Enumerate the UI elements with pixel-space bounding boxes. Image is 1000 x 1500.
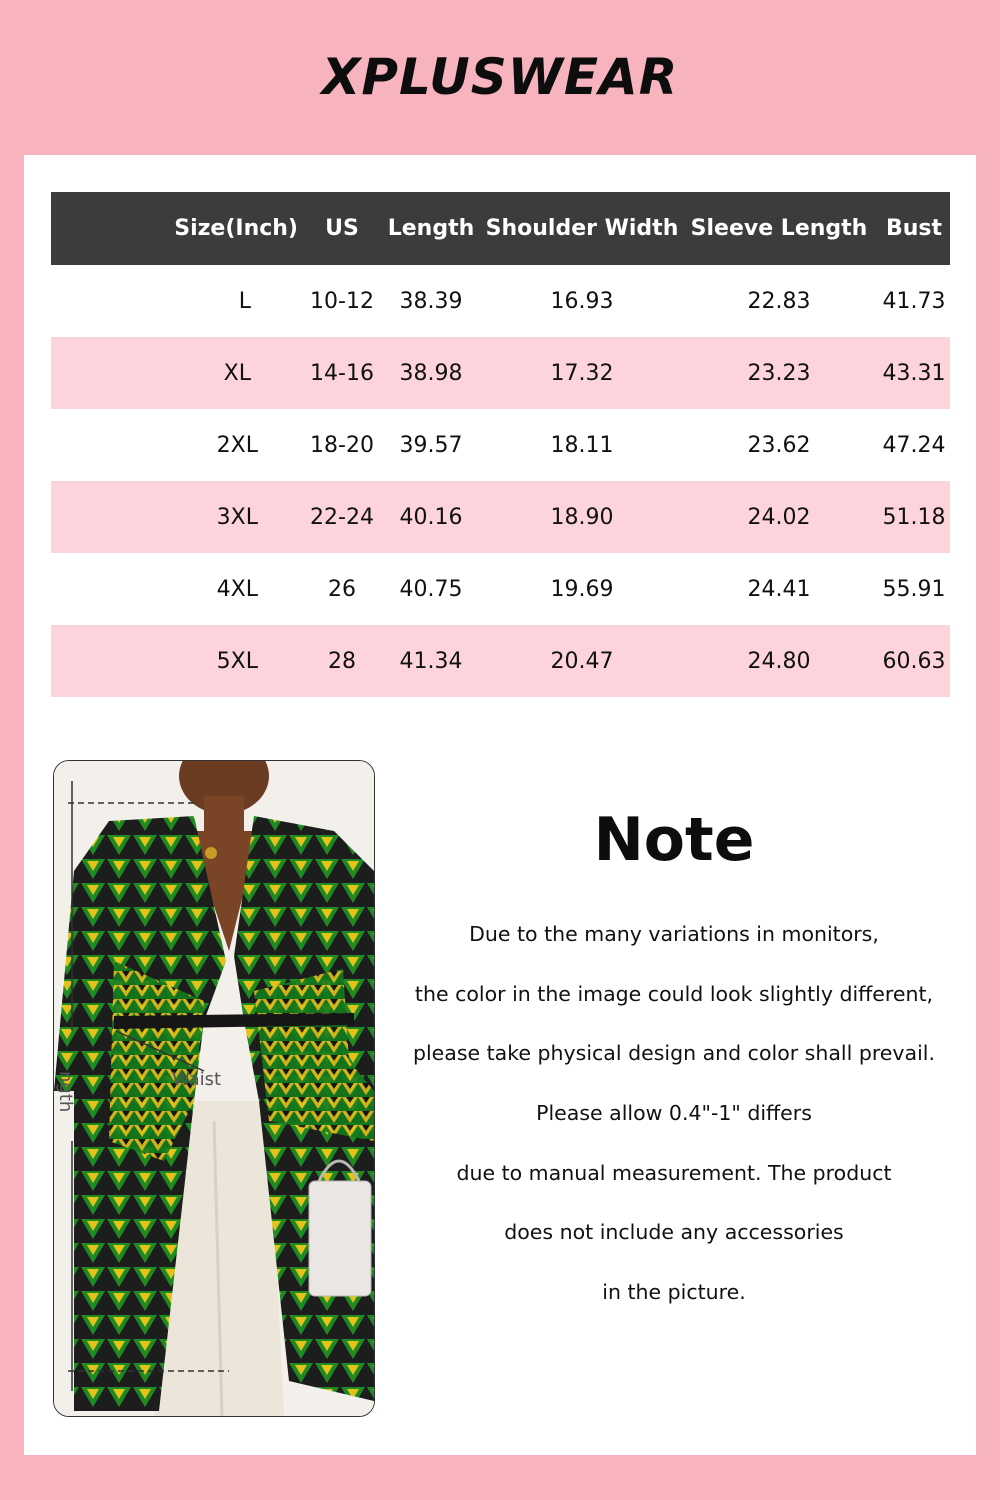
note-line: the color in the image could look slightly different, bbox=[414, 981, 934, 1006]
cell-us: 10-12 bbox=[310, 288, 374, 314]
note-body bbox=[394, 917, 954, 1335]
cell-us: 28 bbox=[306, 625, 378, 697]
waist-label: Waist bbox=[172, 1069, 222, 1090]
header-bust: Bust bbox=[878, 192, 950, 265]
cell-us: 18-20 bbox=[310, 432, 374, 458]
cell-shoulder-width: 18.90 bbox=[484, 481, 680, 553]
product-photo bbox=[53, 760, 375, 1417]
length-label: ngth bbox=[55, 1071, 76, 1113]
header-size: Size(Inch) bbox=[51, 192, 306, 265]
cell-length: 39.57 bbox=[399, 432, 463, 458]
table-header-row bbox=[51, 192, 950, 265]
note-line: please take physical design and color shall prevail. bbox=[412, 1041, 936, 1066]
note-line: in the picture. bbox=[602, 1280, 746, 1305]
note-line: Please allow 0.4"-1" differs bbox=[536, 1101, 812, 1126]
cell-bust: 47.24 bbox=[882, 432, 946, 458]
header-sleeve-length: Sleeve Length bbox=[680, 192, 878, 265]
cell-size: 2XL bbox=[216, 432, 258, 458]
note-line: Due to the many variations in monitors, bbox=[469, 922, 879, 946]
cell-us: 22-24 bbox=[306, 481, 378, 553]
table-row bbox=[51, 481, 950, 553]
cell-sleeve-length: 23.23 bbox=[680, 337, 878, 409]
cell-sleeve-length: 24.41 bbox=[747, 576, 811, 602]
cell-bust: 43.31 bbox=[878, 337, 950, 409]
note-title: Note bbox=[593, 805, 755, 875]
table-row bbox=[51, 337, 950, 409]
cell-shoulder-width: 17.32 bbox=[484, 337, 680, 409]
cell-shoulder-width: 16.93 bbox=[550, 288, 614, 314]
note-line: due to manual measurement. The product bbox=[456, 1160, 892, 1185]
cell-length: 40.16 bbox=[378, 481, 484, 553]
brand-logo: XPLUSWEAR bbox=[321, 48, 679, 106]
cell-bust: 55.91 bbox=[882, 576, 946, 602]
cell-length: 38.39 bbox=[399, 288, 463, 314]
cell-sleeve-length: 23.62 bbox=[747, 432, 811, 458]
cell-length: 40.75 bbox=[399, 576, 463, 602]
cell-bust: 41.73 bbox=[882, 288, 946, 314]
table-row bbox=[51, 625, 950, 697]
model-illustration bbox=[54, 761, 374, 1416]
cell-shoulder-width: 18.11 bbox=[550, 432, 614, 458]
table-row bbox=[51, 265, 950, 337]
cell-size: 4XL bbox=[216, 576, 258, 602]
cell-size: XL bbox=[51, 337, 306, 409]
size-chart-card bbox=[24, 155, 976, 1455]
cell-shoulder-width: 20.47 bbox=[484, 625, 680, 697]
cell-sleeve-length: 22.83 bbox=[747, 288, 811, 314]
header-length: Length bbox=[378, 192, 484, 265]
header-us: US bbox=[306, 192, 378, 265]
cell-sleeve-length: 24.80 bbox=[680, 625, 878, 697]
cell-bust: 51.18 bbox=[878, 481, 950, 553]
table-row bbox=[51, 553, 950, 625]
cell-bust: 60.63 bbox=[878, 625, 950, 697]
cell-shoulder-width: 19.69 bbox=[550, 576, 614, 602]
cell-us: 14-16 bbox=[306, 337, 378, 409]
cell-us: 26 bbox=[328, 576, 356, 602]
cell-sleeve-length: 24.02 bbox=[680, 481, 878, 553]
cell-length: 38.98 bbox=[378, 337, 484, 409]
header-shoulder-width: Shoulder Width bbox=[484, 192, 680, 265]
table-row bbox=[51, 409, 950, 481]
cell-length: 41.34 bbox=[378, 625, 484, 697]
cell-size: L bbox=[238, 288, 251, 314]
size-table bbox=[51, 192, 950, 697]
note-line: does not include any accessories bbox=[504, 1220, 844, 1245]
cell-size: 5XL bbox=[51, 625, 306, 697]
cell-size: 3XL bbox=[51, 481, 306, 553]
